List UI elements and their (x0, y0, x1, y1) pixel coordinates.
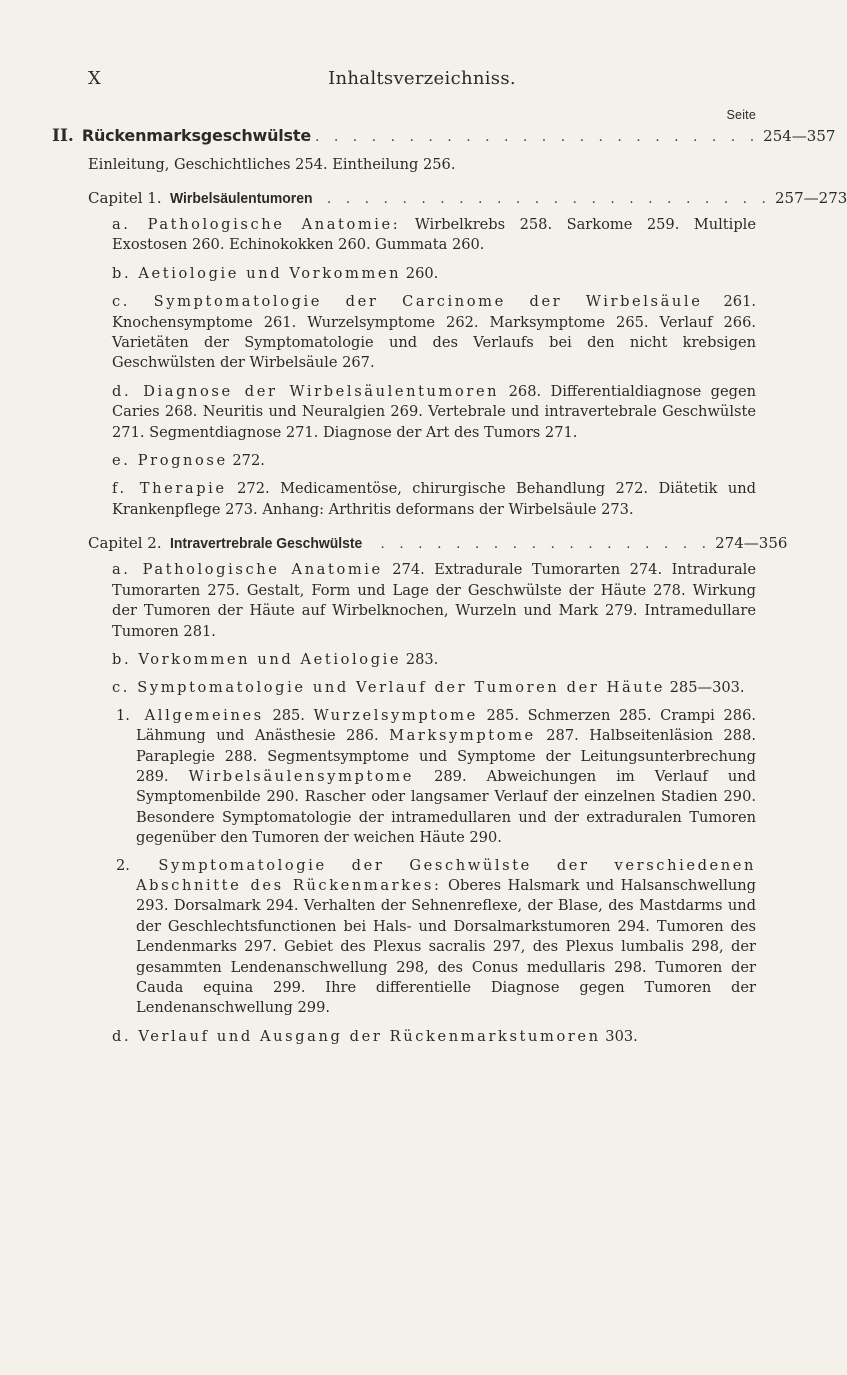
section-text: 272. (232, 452, 265, 470)
subsection-marker: 2. (116, 856, 130, 874)
subsection-text: 289. Abweichungen im Verlauf und Symptomenbilde 290. Rascher oder langsamer Verlauf der einzelnen Stadien 290. Besondere Symptomatologie der intramedullaren und der extraduralen Tumoren gegenüber den Tumoren der weichen Häute 290. (136, 767, 757, 847)
chapter-1-section-d (112, 382, 756, 443)
section-text: 285—303. (669, 679, 745, 697)
chapter-title: Wirbelsäulentumoren (169, 190, 313, 207)
chapter-1-section-a (112, 215, 756, 256)
chapter-1-section-f (112, 479, 756, 520)
seite-label: Seite (726, 108, 756, 122)
subsection-text: 287. Halbseitenläsion 288. Paraplegie 288. Segmentsymptome und Symptome der Leitungsunterbrechung 289. (136, 727, 756, 785)
page-range: 254—357 (763, 127, 836, 145)
page-number: X (88, 68, 102, 89)
dot-leader: . . . . . . . . . . . . . . . . . . (380, 536, 712, 553)
chapter-2-subsection-c2 (116, 856, 757, 1019)
chapter-2-section-d (112, 1027, 756, 1047)
chapter-label: Capitel 2. (88, 534, 162, 553)
running-title: Inhaltsverzeichniss. (328, 68, 516, 89)
section-heading: c. Symptomatologie der Carcinome der Wirbelsäule (112, 293, 703, 311)
chapter-2-subsection-c1 (116, 706, 757, 849)
subsection-text: Oberes Halsmark und Halsanschwellung 293. Dorsalmark 294. Verhalten der Sehnenreflexe, der Blase, des Mastdarms und der Geschlechtsfunctionen bei Hals- und Dorsalmarkstumoren 294. Tumoren des Lendenmarks 297. Gebiet des Plexus sacralis 297, des Plexus lumbalis 298, der gesammten Lendenanschwellung 298, des Conus medullaris 298. Tumoren der Cauda equina 299. Ihre differentielle Diagnose gegen Tumoren der Lendenanschwellung 299. (136, 876, 757, 1017)
section-text: 272. Medicamentöse, chirurgische Behandlung 272. Diätetik und Krankenpflege 273. Anhang: Arthritis deformans der Wirbelsäule 273. (112, 480, 757, 518)
dot-leader: . . . . . . . . . . . . . . . . . . . . . . . . (314, 129, 760, 145)
intro-entry: Einleitung, Geschichtliches 254. Eintheilung 256. (88, 156, 456, 173)
section-text: 274. Extradurale Tumorarten 274. Intradurale Tumorarten 275. Gestalt, Form und Lage der Geschwülste der Häute 278. Wirkung der Tumoren der Häute auf Wirbelknochen, Wurzeln und Mark 279. Intramedullare Tumoren 281. (112, 561, 756, 640)
subsection-text: 285. (272, 706, 305, 724)
page-range: 274—356 (715, 534, 788, 553)
chapter-2-heading (88, 534, 788, 553)
running-head (88, 68, 756, 92)
page (0, 68, 847, 1375)
subsection-heading: Wirbelsäulensymptome (188, 767, 414, 785)
section-heading: b. Vorkommen und Aetiologie (112, 650, 402, 668)
chapter-1-heading (88, 189, 847, 207)
subsection-text: 285. Schmerzen 285. Crampi 286. Lähmung und Anästhesie 286. (136, 706, 756, 745)
subsection-heading: Allgemeines (144, 706, 264, 724)
section-title: Rückenmarksgeschwülste (81, 126, 311, 145)
dot-leader: . . . . . . . . . . . . . . . . . . . . . . . . (326, 191, 772, 207)
chapter-1-section-b (112, 264, 756, 284)
section-heading: e. Prognose (112, 452, 228, 470)
chapter-1-section-e (112, 451, 756, 471)
chapter-label: Capitel 1. (88, 189, 162, 207)
section-heading: d. Diagnose der Wirbelsäulentumoren (112, 382, 500, 400)
page-range: 257—273 (775, 189, 847, 207)
section-text: 260. (405, 264, 439, 282)
section-heading: d. Verlauf und Ausgang der Rückenmarkstumoren (112, 1027, 601, 1045)
section-heading: b. Aetiologie und Vorkommen (112, 264, 402, 282)
chapter-2-section-b (112, 650, 756, 670)
chapter-2-section-c (112, 678, 756, 698)
subsection-heading: Symptomatologie der Geschwülste der verschiedenen Abschnitte des Rückenmarkes: (136, 856, 756, 894)
section-text: 261. Knochensymptome 261. Wurzelsymptome 262. Marksymptome 265. Verlauf 266. Varietäten der Symptomatologie und des Verlaufs bei den nicht krebsigen Geschwülsten der Wirbelsäule 267. (112, 293, 756, 372)
chapter-title: Intravertrebrale Geschwülste (169, 535, 362, 553)
main-section-heading (52, 126, 836, 146)
section-heading: f. Therapie (112, 480, 227, 498)
chapter-1-section-c (112, 292, 756, 374)
section-text: 303. (605, 1027, 638, 1045)
section-text: 268. Differentialdiagnose gegen Caries 268. Neuritis und Neuralgien 269. Vertebrale und intravertebrale Geschwülste 271. Segmentdiagnose 271. Diagnose der Art des Tumors 271. (112, 382, 756, 441)
section-heading: a. Pathologische Anatomie: (112, 216, 401, 233)
section-text: Wirbelkrebs 258. Sarkome 259. Multiple Exostosen 260. Echinokokken 260. Gummata 260. (112, 216, 756, 254)
subsection-marker: 1. (116, 706, 130, 724)
section-heading: a. Pathologische Anatomie (112, 561, 383, 579)
section-numeral: II. (52, 126, 74, 146)
subsection-heading: Wurzelsymptome (313, 706, 478, 724)
section-heading: c. Symptomatologie und Verlauf der Tumoren der Häute (112, 679, 665, 697)
subsection-heading: Marksymptome (389, 727, 536, 745)
chapter-2-section-a (112, 560, 756, 642)
section-text: 283. (405, 650, 439, 668)
